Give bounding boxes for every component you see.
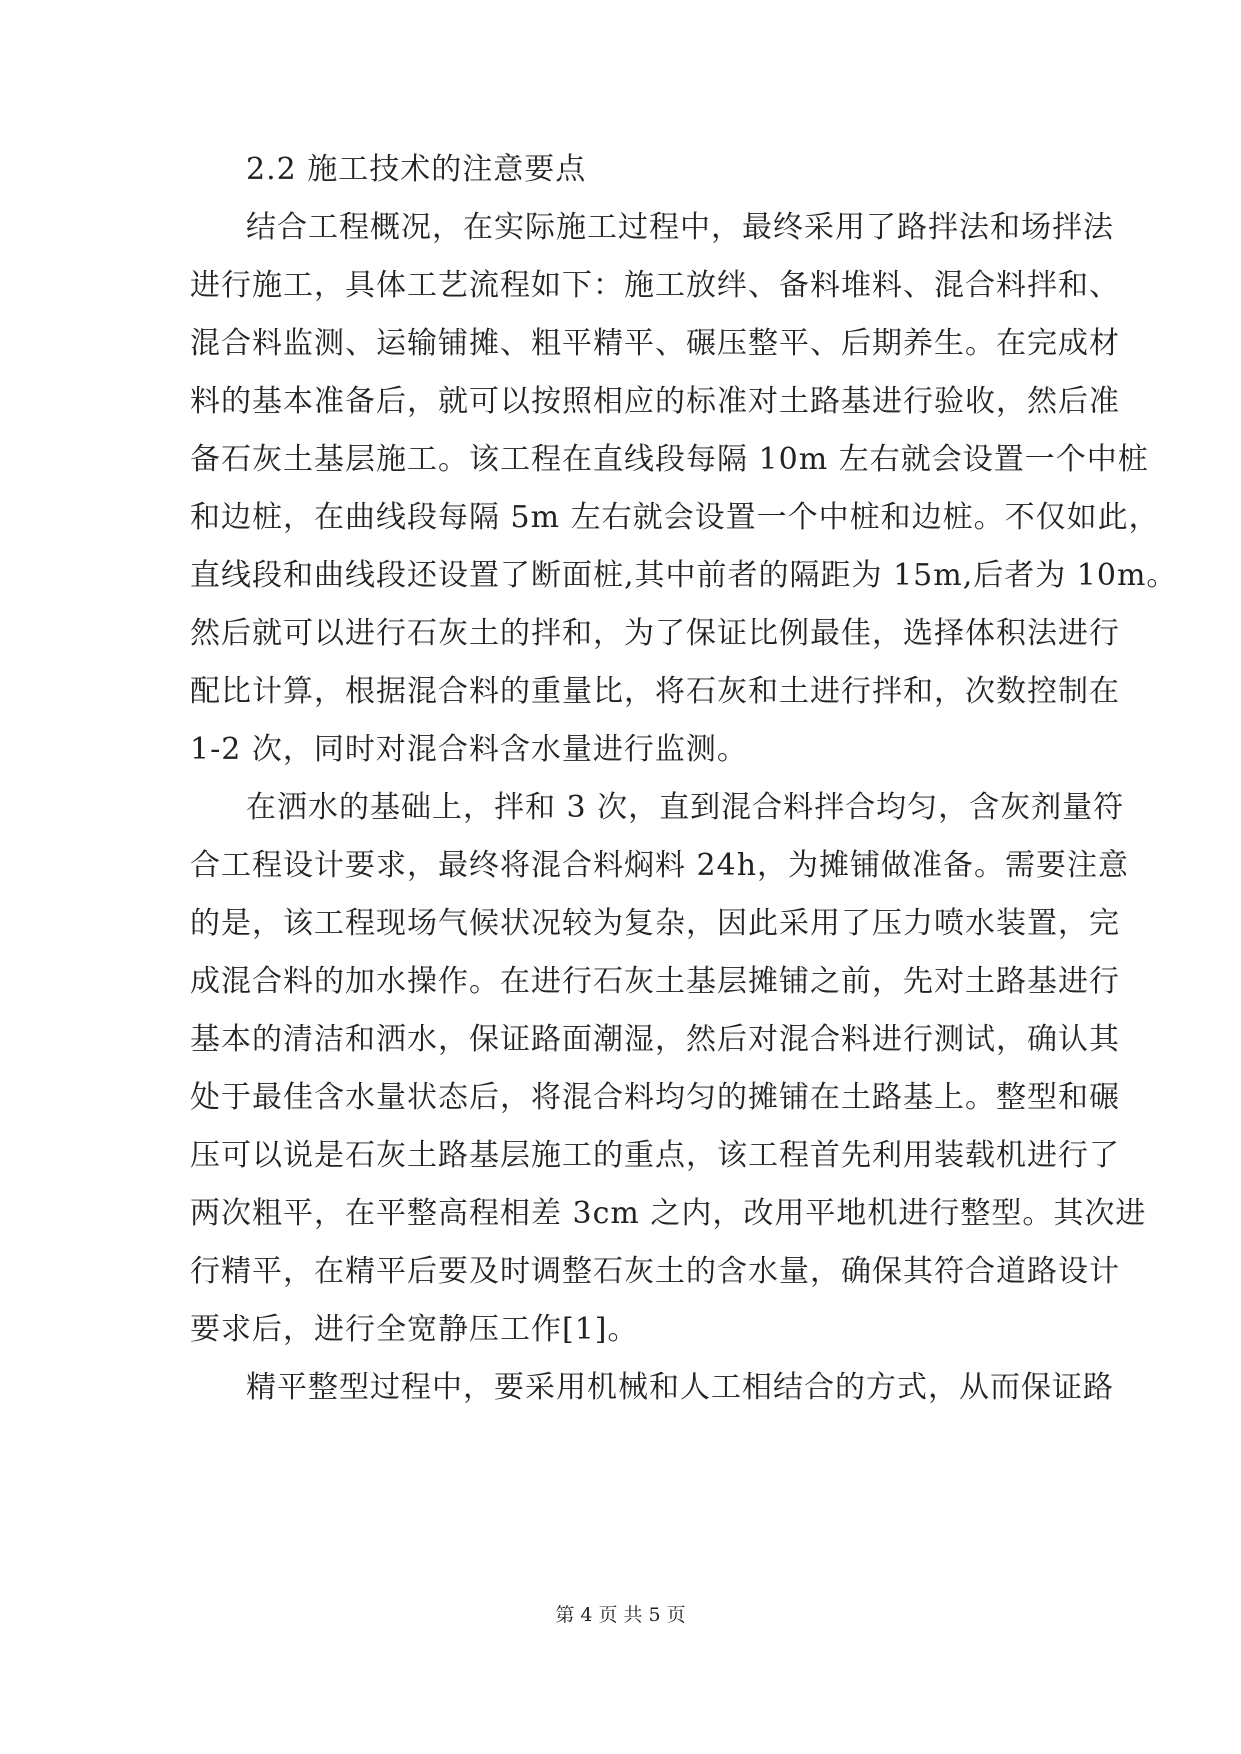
- paragraph-line: 精平整型过程中，要采用机械和人工相结合的方式，从而保证路: [246, 1370, 1114, 1405]
- paragraph-line: 配比计算，根据混合料的重量比，将石灰和土进行拌和，次数控制在: [190, 674, 1120, 709]
- footer-suffix: 页: [666, 1604, 686, 1626]
- paragraph-line: 两次粗平，在平整高程相差 3cm 之内，改用平地机进行整型。其次进: [190, 1196, 1147, 1231]
- paragraph-line: 料的基本准备后，就可以按照相应的标准对土路基进行验收，然后准: [190, 384, 1120, 419]
- paragraph-line: 的是，该工程现场气候状况较为复杂，因此采用了压力喷水装置，完: [190, 906, 1120, 941]
- paragraph-line: 成混合料的加水操作。在进行石灰土基层摊铺之前，先对土路基进行: [190, 964, 1120, 999]
- paragraph-line: 要求后，进行全宽静压工作[1]。: [190, 1312, 639, 1347]
- paragraph-line: 进行施工，具体工艺流程如下：施工放绊、备料堆料、混合料拌和、: [190, 268, 1120, 303]
- footer-total-pages: 5: [648, 1604, 661, 1626]
- paragraph-line: 和边桩，在曲线段每隔 5m 左右就会设置一个中桩和边桩。不仅如此，: [190, 500, 1160, 535]
- page-footer: [0, 1603, 1241, 1627]
- paragraph-line: 然后就可以进行石灰土的拌和，为了保证比例最佳，选择体积法进行: [190, 616, 1120, 651]
- paragraph-line: 合工程设计要求，最终将混合料焖料 24h，为摊铺做准备。需要注意: [190, 848, 1130, 883]
- paragraph-line: 混合料监测、运输铺摊、粗平精平、碾压整平、后期养生。在完成材: [190, 326, 1120, 361]
- paragraph-line: 基本的清洁和洒水，保证路面潮湿，然后对混合料进行测试，确认其: [190, 1022, 1120, 1057]
- paragraph-line: 结合工程概况，在实际施工过程中，最终采用了路拌法和场拌法: [246, 210, 1114, 245]
- paragraph-line: 处于最佳含水量状态后，将混合料均匀的摊铺在土路基上。整型和碾: [190, 1080, 1120, 1115]
- paragraph-line: 行精平，在精平后要及时调整石灰土的含水量，确保其符合道路设计: [190, 1254, 1120, 1289]
- paragraph-line: 在洒水的基础上，拌和 3 次，直到混合料拌合均匀，含灰剂量符: [246, 790, 1125, 825]
- paragraph-line: 直线段和曲线段还设置了断面桩,其中前者的隔距为 15m,后者为 10m。: [190, 558, 1178, 593]
- footer-prefix: 第: [555, 1604, 575, 1626]
- paragraph-line: 1-2 次，同时对混合料含水量进行监测。: [190, 732, 748, 767]
- footer-current-page: 4: [580, 1604, 593, 1626]
- paragraph-line: 压可以说是石灰土路基层施工的重点，该工程首先利用装载机进行了: [190, 1138, 1120, 1173]
- footer-middle: 页 共: [598, 1604, 643, 1626]
- section-heading: 2.2 施工技术的注意要点: [246, 152, 587, 187]
- paragraph-line: 备石灰土基层施工。该工程在直线段每隔 10m 左右就会设置一个中桩: [190, 442, 1149, 477]
